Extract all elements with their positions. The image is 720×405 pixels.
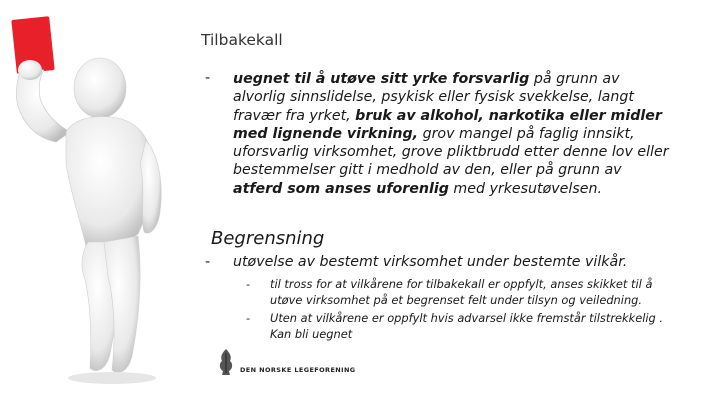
bullet-dash: - [246, 277, 251, 291]
revocation-section [205, 70, 675, 198]
bullet-text: til tross for at vilkårene for tilbakekall er oppfylt, anses skikket til å utøve virksomhet på et begrenset felt under tilsyn og veiledning. [270, 277, 653, 307]
restriction-section [205, 254, 675, 270]
restriction-bullets [246, 277, 686, 345]
bullet-dash: - [205, 254, 211, 270]
restriction-text: utøvelse av bestemt virksomhet under bestemte vilkår. [233, 254, 628, 270]
bullet-dash: - [205, 70, 211, 86]
body-text: med yrkesutøvelsen. [448, 180, 602, 197]
emphasis-text: uegnet til å utøve sitt yrke forsvarlig [233, 71, 530, 87]
bullet-dash: - [246, 311, 251, 325]
revocation-text [233, 70, 675, 198]
logo-emblem-icon [216, 347, 236, 377]
list-item [246, 277, 686, 308]
slide-title: Tilbakekall [201, 31, 283, 49]
body-text: på grunn av alvorlig sinnslidelse, psykisk eller fysisk svekkelse, langt fravær fra yrket, [233, 71, 634, 124]
list-item [246, 311, 686, 342]
body-text: grov mangel på faglig innsikt, uforsvarlig virksomhet, grove pliktbrudd etter denne lov eller bestemmelser gitt i medhold av den, eller på grunn av [233, 125, 669, 179]
referee-red-card-illustration [0, 14, 200, 394]
logo-text: DEN NORSKE LEGEFORENING [240, 366, 356, 374]
bullet-text: Uten at vilkårene er oppfylt hvis advarsel ikke fremstår tilstrekkelig . Kan bli uegnet [270, 311, 664, 341]
section-title-begrensning: Begrensning [211, 228, 325, 249]
emphasis-text: atferd som anses uforenlig [233, 180, 449, 197]
legeforening-logo [216, 345, 396, 385]
emphasis-text: bruk av alkohol, narkotika eller midler med lignende virkning, [233, 107, 662, 142]
